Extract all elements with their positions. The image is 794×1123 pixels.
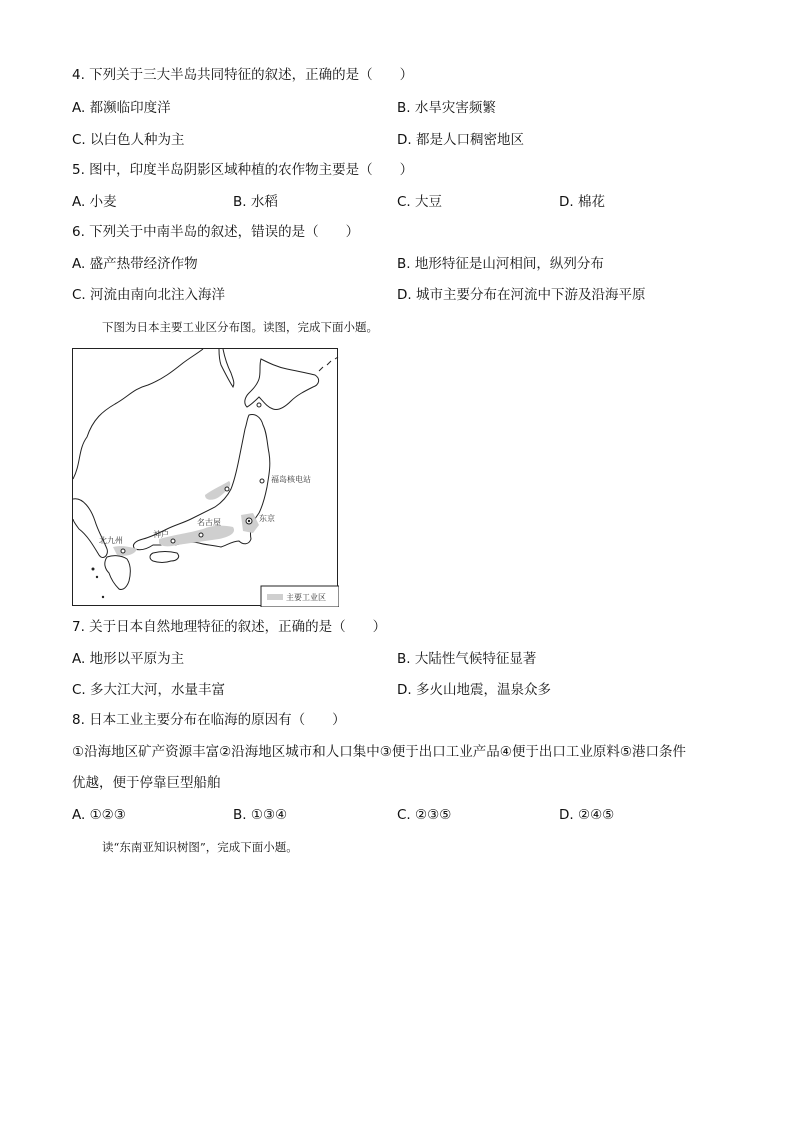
q7-stem: 7. 关于日本自然地理特征的叙述，正确的是（ ）: [72, 619, 387, 635]
tokyo-dot-center: [248, 520, 250, 522]
map-intro: 下图为日本主要工业区分布图。读图，完成下面小题。: [102, 320, 378, 334]
sakhalin: [219, 349, 234, 387]
industrial-zone-belt: [159, 526, 234, 547]
japan-industrial-map: [72, 348, 338, 606]
q5-option-a: A. 小麦: [72, 194, 117, 210]
q8-option-a: A. ①②③: [72, 807, 126, 823]
q7-option-b: B. 大陆性气候特征显著: [397, 651, 537, 667]
sapporo-dot: [257, 403, 261, 407]
city-dot: [225, 487, 229, 491]
q8-statements-line1: ①沿海地区矿产资源丰富②沿海地区城市和人口集中③便于出口工业产品④便于出口工业原料⑤港口条件: [72, 744, 687, 760]
q4-option-a: A. 都濒临印度洋: [72, 100, 171, 116]
label-kitakyushu: 北九州: [99, 536, 123, 545]
q8-option-c: C. ②③⑤: [397, 807, 452, 823]
q8-stem: 8. 日本工业主要分布在临海的原因有（ ）: [72, 712, 346, 728]
korea-peninsula: [73, 499, 107, 558]
q4-option-d: D. 都是人口稠密地区: [397, 132, 524, 148]
q8-option-d: D. ②④⑤: [559, 807, 615, 823]
q5-option-c: C. 大豆: [397, 194, 443, 210]
small-island: [102, 596, 104, 598]
hokkaido: [245, 359, 319, 410]
fukushima-dot: [260, 479, 264, 483]
q8-statements-line2: 优越，便于停靠巨型船舶: [72, 775, 221, 791]
kuril-islands: [319, 357, 338, 371]
q6-option-d: D. 城市主要分布在河流中下游及沿海平原: [397, 287, 646, 303]
legend-swatch: [267, 594, 283, 600]
q4-option-c: C. 以白色人种为主: [72, 132, 185, 148]
q6-option-a: A. 盛产热带经济作物: [72, 256, 198, 272]
q4-option-b: B. 水旱灾害频繁: [397, 100, 496, 116]
japan-map-svg: [73, 349, 339, 607]
shikoku: [150, 552, 179, 563]
label-nagoya: 名古屋: [197, 518, 221, 527]
small-island: [92, 568, 95, 571]
nagoya-dot: [199, 533, 203, 537]
kyushu: [105, 556, 130, 590]
mainland-coast: [73, 349, 203, 479]
q7-option-d: D. 多火山地震，温泉众多: [397, 682, 551, 698]
label-tokyo: 东京: [259, 514, 275, 523]
q6-option-c: C. 河流由南向北注入海洋: [72, 287, 226, 303]
tree-intro: 读“东南亚知识树图”，完成下面小题。: [102, 840, 298, 854]
q6-option-b: B. 地形特征是山河相间，纵列分布: [397, 256, 604, 272]
q7-option-a: A. 地形以平原为主: [72, 651, 185, 667]
small-island: [96, 576, 98, 578]
label-fukushima: 福岛核电站: [271, 475, 311, 484]
q8-option-b: B. ①③④: [233, 807, 288, 823]
label-kobe: 神户: [153, 530, 169, 539]
q5-stem: 5. 图中，印度半岛阴影区域种植的农作物主要是（ ）: [72, 162, 414, 178]
q5-option-d: D. 棉花: [559, 194, 605, 210]
q5-option-b: B. 水稻: [233, 194, 278, 210]
kobe-dot: [171, 539, 175, 543]
q4-stem: 4. 下列关于三大半岛共同特征的叙述，正确的是（ ）: [72, 67, 414, 83]
q7-option-c: C. 多大江大河，水量丰富: [72, 682, 226, 698]
legend-label: 主要工业区: [286, 593, 326, 602]
kitakyushu-dot: [121, 549, 125, 553]
q6-stem: 6. 下列关于中南半岛的叙述，错误的是（ ）: [72, 224, 360, 240]
